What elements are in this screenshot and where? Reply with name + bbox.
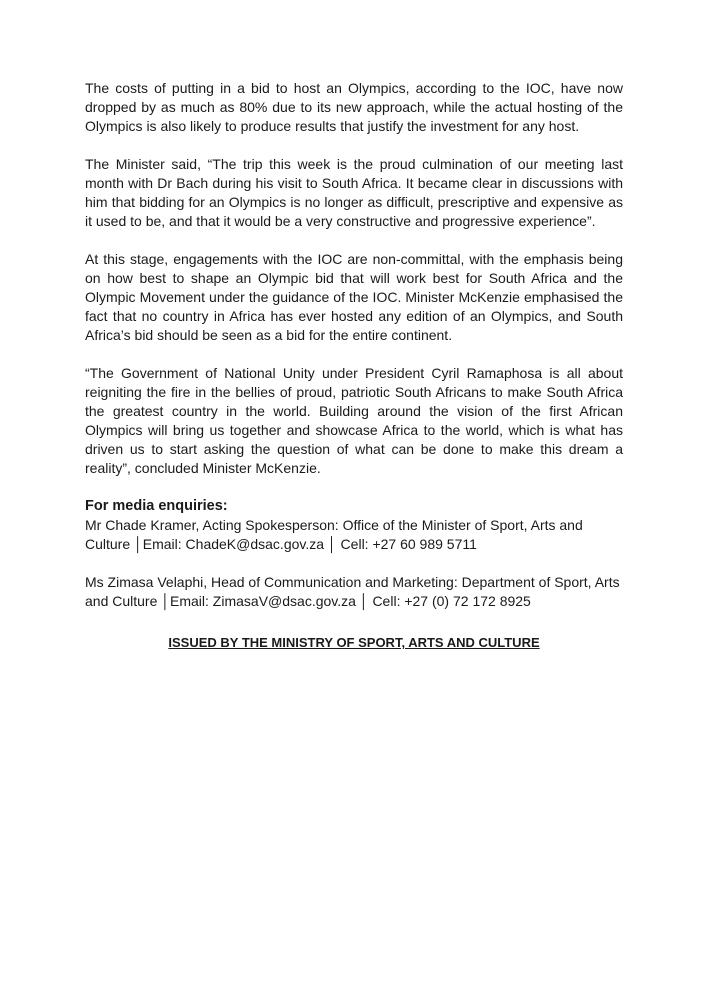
body-paragraph: The Minister said, “The trip this week is the proud culmination of our meeting last month with Dr Bach during his visit to South Africa. It became clear in discussions with him that bidding for an Olympics is no longer as difficult, prescriptive and expensive as it used to be, and that it would be a very constructive and progressive experience”. [85,156,623,229]
issued-by-footer: ISSUED BY THE MINISTRY OF SPORT, ARTS AND CULTURE [168,635,540,650]
media-contact-primary: Mr Chade Kramer, Acting Spokesperson: Office of the Minister of Sport, Arts and Culture │Email: ChadeK@dsac.gov.za │ Cell: +27 60 989 5711 [85,517,583,552]
media-enquiries-heading: For media enquiries: [85,498,228,514]
body-paragraph: At this stage, engagements with the IOC are non-committal, with the emphasis being on how best to shape an Olympic bid that will work best for South Africa and the Olympic Movement under the guidance of the IOC. Minister McKenzie emphasised the fact that no country in Africa has ever hosted any edition of an Olympics, and South Africa’s bid should be seen as a bid for the entire continent. [85,251,623,343]
document-body [85,79,623,652]
media-enquiries-section [85,497,623,611]
body-paragraph: “The Government of National Unity under President Cyril Ramaphosa is all about reigniting the fire in the bellies of proud, patriotic South Africans to make South Africa the greatest country in the world. Building around the vision of the first African Olympics will bring us together and showcase Africa to the world, which is what has driven us to start asking the question of what can be done to make this dream a reality”, concluded Minister McKenzie. [85,365,623,476]
body-paragraph: The costs of putting in a bid to host an Olympics, according to the IOC, have now dropped by as much as 80% due to its new approach, while the actual hosting of the Olympics is also likely to produce results that justify the investment for any host. [85,80,623,134]
media-contact-secondary: Ms Zimasa Velaphi, Head of Communication and Marketing: Department of Sport, Arts and Culture │Email: ZimasaV@dsac.gov.za │ Cell: +27 (0) 72 172 8925 [85,574,620,609]
